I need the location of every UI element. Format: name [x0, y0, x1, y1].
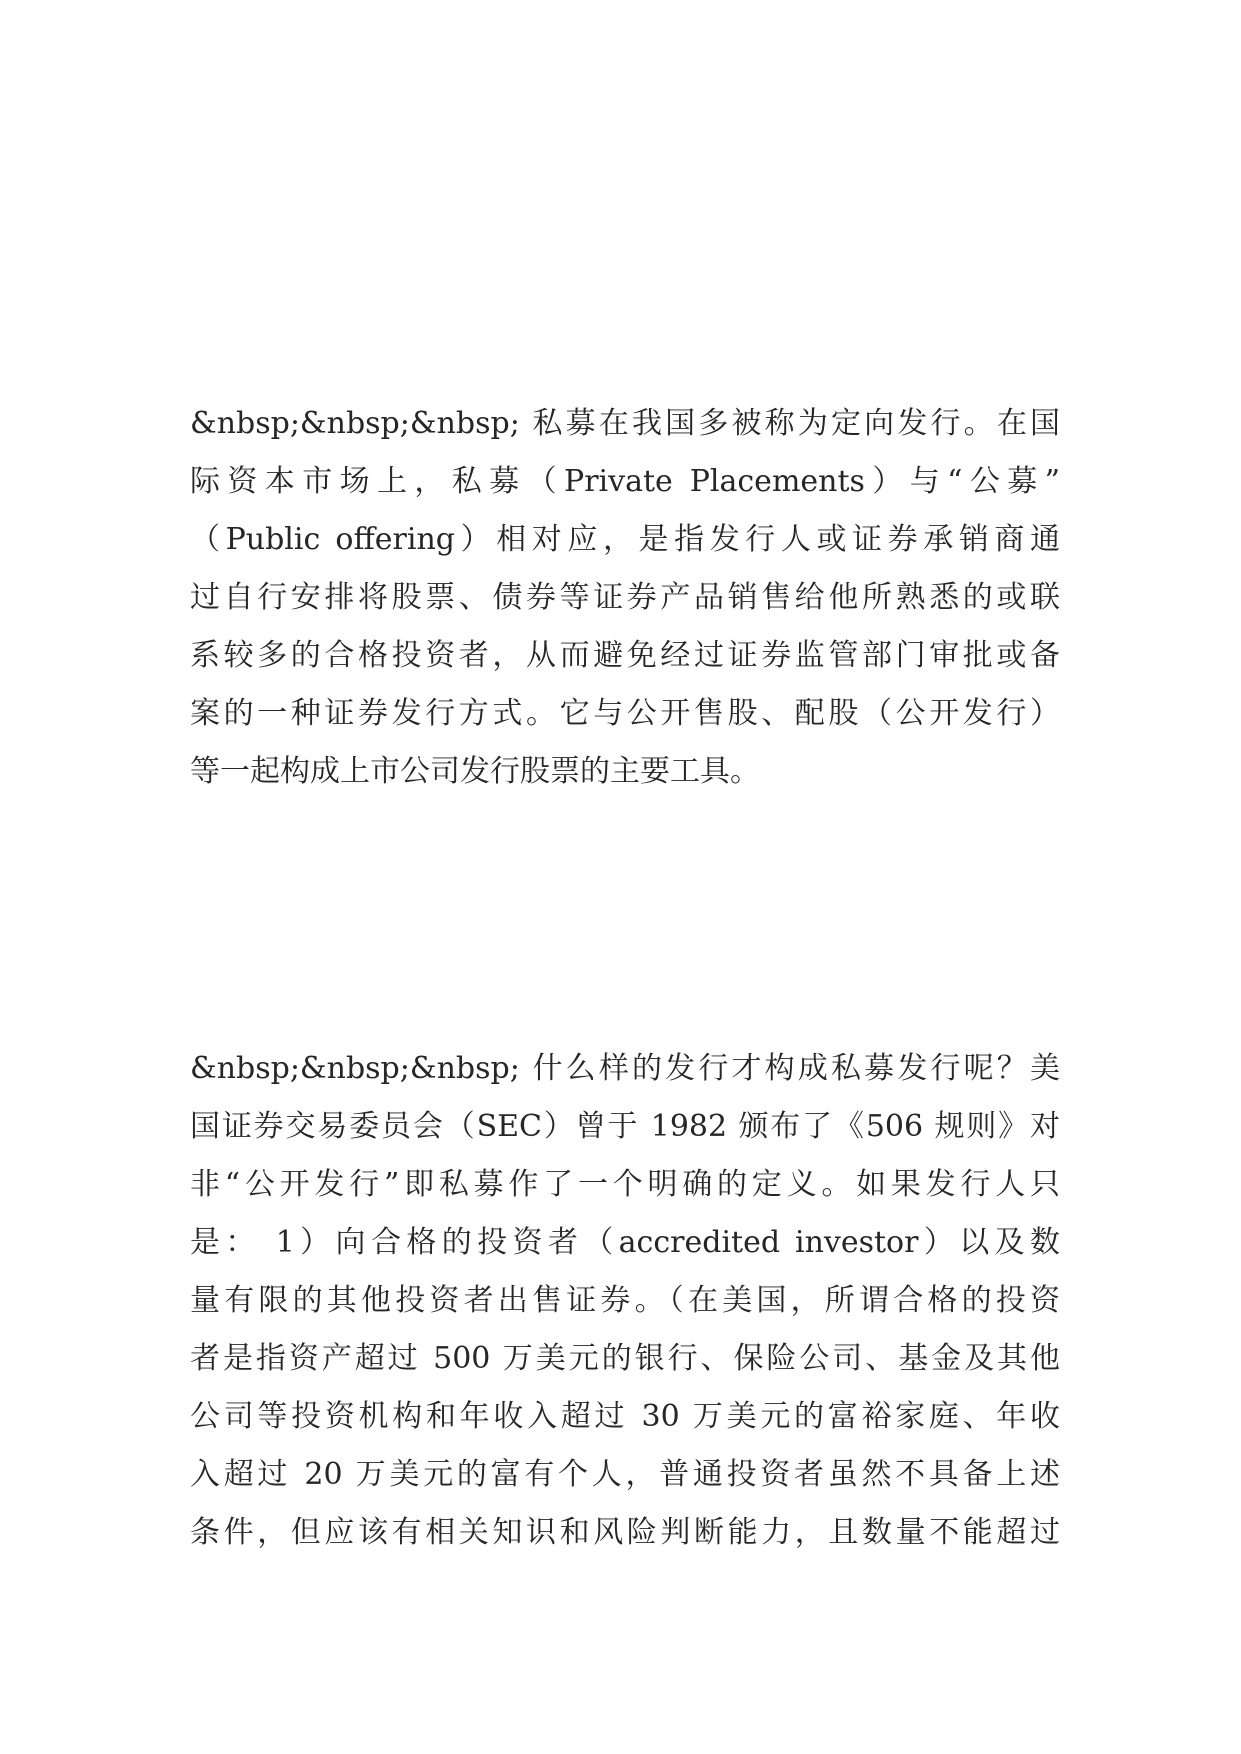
paragraph-line: 是： 1）向合格的投资者（accredited investor）以及数	[190, 1225, 1060, 1260]
paragraph-line: 过自行安排将股票、债券等证券产品销售给他所熟悉的或联	[190, 580, 1060, 615]
paragraph-sec-rule-506	[190, 1040, 1060, 1562]
paragraph-line: 等一起构成上市公司发行股票的主要工具。	[190, 754, 760, 789]
paragraph-line: 国证券交易委员会（SEC）曾于 1982 颁布了《506 规则》对	[190, 1109, 1060, 1144]
paragraph-line: 非“公开发行”即私募作了一个明确的定义。如果发行人只	[190, 1167, 1060, 1202]
paragraph-line: 公司等投资机构和年收入超过 30 万美元的富裕家庭、年收	[190, 1399, 1060, 1434]
paragraph-line: 条件，但应该有相关知识和风险判断能力，且数量不能超过	[190, 1515, 1060, 1550]
paragraph-line: （Public offering）相对应，是指发行人或证券承销商通	[190, 522, 1060, 557]
paragraph-line: 案的一种证券发行方式。它与公开售股、配股（公开发行）	[190, 696, 1060, 731]
paragraph-private-placement-definition	[190, 395, 1060, 801]
paragraph-line: 系较多的合格投资者，从而避免经过证券监管部门审批或备	[190, 638, 1060, 673]
paragraph-line: &nbsp;&nbsp;&nbsp; 私募在我国多被称为定向发行。在国	[190, 406, 1060, 441]
paragraph-line: 量有限的其他投资者出售证券。（在美国，所谓合格的投资	[190, 1283, 1060, 1318]
paragraph-line: &nbsp;&nbsp;&nbsp; 什么样的发行才构成私募发行呢？美	[190, 1051, 1060, 1086]
paragraph-line: 入超过 20 万美元的富有个人，普通投资者虽然不具备上述	[190, 1457, 1060, 1492]
paragraph-line: 际资本市场上，私募（Private Placements）与“公募”	[190, 464, 1060, 499]
paragraph-line: 者是指资产超过 500 万美元的银行、保险公司、基金及其他	[190, 1341, 1060, 1376]
